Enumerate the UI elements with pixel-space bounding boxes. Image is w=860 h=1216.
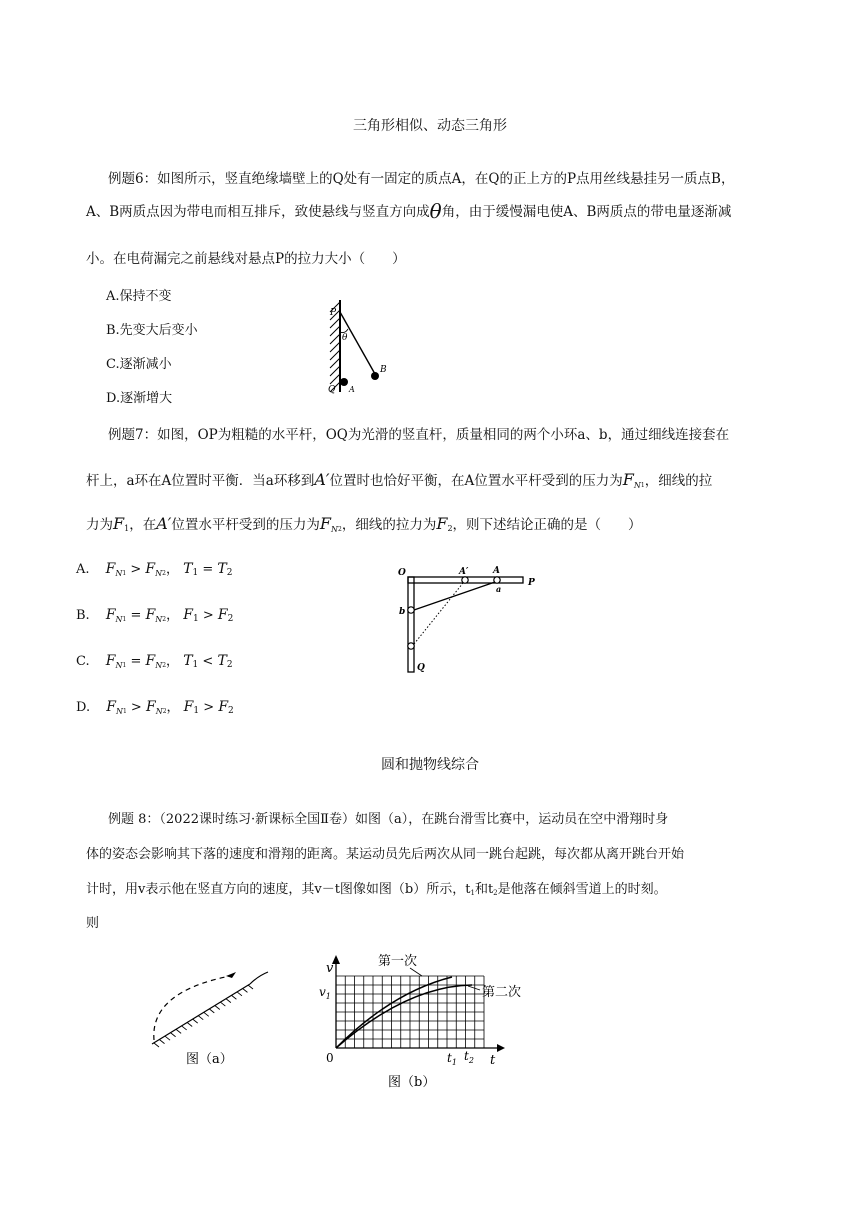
ex8-figure-b xyxy=(312,950,537,1092)
ex6-option-a: A.保持不变 xyxy=(106,289,172,304)
ex6-label-b: B xyxy=(380,365,387,375)
ex7-label-a: A xyxy=(493,566,500,576)
ex8-figure-a xyxy=(140,962,280,1072)
ex6-option-b: B.先变大后变小 xyxy=(106,323,198,338)
ex8-fig-b-t2: $t_2$ xyxy=(464,1049,474,1065)
ex7-line3: 力为F1，在A′位置水平杆受到的压力为$F_N2$，细线的拉力为F2，则下述结论正确的是（ ） xyxy=(86,514,642,534)
ex7-label-aprime: A′ xyxy=(459,567,469,577)
ex8-line1: 例题 8：（2022课时练习·新课标全国Ⅱ卷）如图（a），在跳台滑雪比赛中，运动员在空中滑翔时身 xyxy=(108,812,669,827)
ex8-fig-a-caption: 图（a） xyxy=(186,1052,233,1067)
ex7-option-c: C. $F_N1 = F_N2$， T1 < T2 xyxy=(76,653,233,670)
ex7-label-o: O xyxy=(398,568,406,578)
ex8-fig-b-caption: 图（b） xyxy=(388,1075,436,1090)
ex6-label-a: A xyxy=(349,385,355,394)
ex8-line4: 则 xyxy=(86,916,100,931)
ex7-option-b: B. $F_N1 = F_N2$， F1 > F2 xyxy=(76,607,234,624)
ex8-fig-b-first: 第一次 xyxy=(378,954,418,969)
ex6-label-p: P xyxy=(330,308,337,318)
ex7-option-a: A. $F_N1 > F_N2$， T1 = T2 xyxy=(76,561,233,578)
ex7-label-a-small: a xyxy=(496,584,502,594)
ex6-option-c: C.逐渐减小 xyxy=(106,357,172,372)
ex7-label-p: P xyxy=(528,578,535,588)
section-title-2: 圆和抛物线综合 xyxy=(381,757,479,773)
ex7-label-b: b xyxy=(399,607,406,617)
section-title: 三角形相似、动态三角形 xyxy=(353,118,507,134)
ex8-fig-b-zero: 0 xyxy=(326,1051,334,1065)
ex7-line2: 杆上，a环在A位置时平衡．当a环移到A′位置时也恰好平衡，在A位置水平杆受到的压力为$F_N1$，细线的拉 xyxy=(86,470,713,490)
ex8-fig-b-v1: $v_1$ xyxy=(319,985,331,1001)
ex6-option-d: D.逐渐增大 xyxy=(106,391,173,406)
ex7-line1: 例题7：如图，OP为粗糙的水平杆，OQ为光滑的竖直杆，质量相同的两个小环a、b，通过细线连接套在 xyxy=(108,427,730,443)
ex8-fig-b-t: t xyxy=(490,1053,496,1068)
ex8-fig-b-v: v xyxy=(326,961,334,976)
ex8-line3: 计时，用v表示他在竖直方向的速度，其v－t图像如图（b）所示，t1和t2是他落在倾斜雪道上的时刻。 xyxy=(86,882,667,897)
ex6-label-theta: θ xyxy=(342,333,348,343)
ex8-fig-b-second: 第二次 xyxy=(482,985,522,1000)
ex7-figure xyxy=(395,562,545,680)
ex6-line2: A、B两质点因为带电而相互排斥，致使悬线与竖直方向成θ角，由于缓慢漏电使A、B两质点的带电量逐渐减 xyxy=(86,199,732,223)
ex6-figure xyxy=(318,296,398,396)
ex8-fig-b-t1: $t_1$ xyxy=(447,1051,457,1067)
ex6-label-q: Q xyxy=(328,385,336,395)
ex7-option-d: D. $F_N1 > F_N2$， F1 > F2 xyxy=(76,699,234,716)
ex6-line1: 例题6：如图所示，竖直绝缘墙壁上的Q处有一固定的质点A，在Q的正上方的P点用丝线悬挂另一质点B， xyxy=(108,171,735,187)
ex6-line3: 小。在电荷漏完之前悬线对悬点P的拉力大小（ ） xyxy=(86,251,406,267)
ex8-line2: 体的姿态会影响其下落的速度和滑翔的距离。某运动员先后两次从同一跳台起跳，每次都从离开跳台开始 xyxy=(86,847,685,862)
ex7-label-q: Q xyxy=(417,663,425,673)
